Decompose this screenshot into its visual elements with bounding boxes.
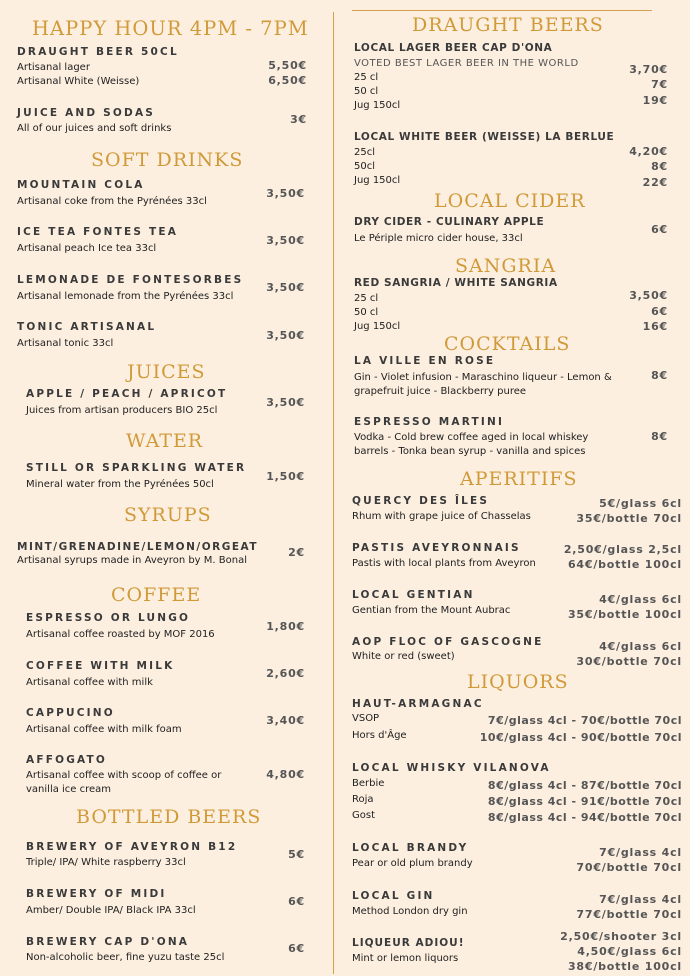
item-price: 3€ [290, 113, 307, 126]
item-price: 8€/glass 4cl - 87€/bottle 70cl [487, 779, 682, 792]
item-price: 6€ [651, 305, 668, 318]
item-name: AFFOGATO [26, 754, 108, 766]
item-price: 35€/bottle 100cl [567, 608, 682, 621]
item-price: 3,50€ [266, 396, 305, 409]
item-name-draught-beer: DRAUGHT BEER 50CL [17, 46, 179, 58]
item-name: LOCAL LAGER BEER CAP D'ONA [354, 42, 553, 54]
item-price: 6€ [288, 942, 305, 955]
item-name: STILL OR SPARKLING WATER [26, 462, 247, 474]
section-title-cocktails: COCKTAILS [444, 333, 571, 355]
item-name: LEMONADE DE FONTESORBES [17, 274, 244, 286]
item-line: 50 cl [354, 86, 379, 97]
item-desc: Rhum with grape juice of Chasselas [352, 511, 531, 522]
item-name: BREWERY CAP D'ONA [26, 936, 190, 948]
item-price: 3,50€ [266, 234, 305, 247]
item-name: LA VILLE EN ROSE [354, 355, 496, 367]
item-price: 5€ [288, 848, 305, 861]
item-price: 3,50€ [266, 187, 305, 200]
item-desc: Method London dry gin [352, 906, 468, 917]
item-price: 6€ [651, 223, 668, 236]
item-desc: Mint or lemon liquors [352, 953, 459, 964]
item-price: 3,70€ [629, 63, 668, 76]
item-name: TONIC ARTISANAL [17, 321, 157, 333]
item-line: 50cl [354, 161, 376, 172]
item-name: ICE TEA FONTES TEA [17, 226, 179, 238]
section-title-soft-drinks: SOFT DRINKS [91, 149, 244, 171]
item-desc: Pear or old plum brandy [352, 858, 473, 869]
item-price: 4€/glass 6cl [599, 593, 682, 606]
item-name: PASTIS AVEYRONNAIS [352, 542, 521, 554]
item-price: 4,50€/glass 6cl [577, 945, 682, 958]
item-line: 25 cl [354, 293, 379, 304]
item-price: 10€/glass 4cl - 90€/bottle 70cl [479, 731, 682, 744]
item-name: LIQUEUR ADIOU! [352, 937, 465, 949]
item-desc: Artisanal tonic 33cl [17, 338, 114, 349]
item-price: 8€ [651, 430, 668, 443]
item-name: LOCAL WHITE BEER (WEISSE) LA BERLUE [354, 131, 615, 143]
item-line: Gost [352, 810, 375, 821]
item-price: 77€/bottle 70cl [576, 908, 682, 921]
item-line: Roja [352, 794, 374, 805]
item-price: 70€/bottle 70cl [576, 861, 682, 874]
item-desc: Triple/ IPA/ White raspberry 33cl [26, 857, 186, 868]
item-line: Berbie [352, 778, 385, 789]
item-price: 8€/glass 4cl - 94€/bottle 70cl [487, 811, 682, 824]
item-name: LOCAL BRANDY [352, 842, 469, 854]
item-price: 7€ [651, 78, 668, 91]
item-price: 3,50€ [266, 281, 305, 294]
item-name-juice-sodas: JUICE AND SODAS [17, 107, 156, 119]
item-name: RED SANGRIA / WHITE SANGRIA [354, 277, 558, 289]
item-desc: Gentian from the Mount Aubrac [352, 605, 511, 616]
item-desc: Le Périple micro cider house, 33cl [354, 233, 523, 244]
item-desc: Pastis with local plants from Aveyron [352, 558, 536, 569]
item-price: 7€/glass 4cl - 70€/bottle 70cl [487, 714, 682, 727]
section-title-syrups: SYRUPS [124, 504, 212, 526]
item-desc: Juices from artisan producers BIO 25cl [26, 405, 218, 416]
item-price: 1,80€ [266, 620, 305, 633]
item-price: 19€ [642, 94, 668, 107]
item-desc: Mineral water from the Pyrénées 50cl [26, 479, 214, 490]
item-price: 4€/glass 6cl [599, 640, 682, 653]
item-line: 50 cl [354, 307, 379, 318]
item-price: 7€/glass 4cl [599, 893, 682, 906]
item-line: 25cl [354, 147, 376, 158]
item-line: Jug 150cl [354, 175, 401, 186]
item-price: 8€/glass 4cl - 91€/bottle 70cl [487, 795, 682, 808]
section-title-draught-beers: DRAUGHT BEERS [412, 14, 604, 36]
item-desc: Non-alcoholic beer, fine yuzu taste 25cl [26, 952, 225, 963]
item-name: BREWERY OF MIDI [26, 888, 167, 900]
item-price: 5€/glass 6cl [599, 497, 682, 510]
item-price: 3,40€ [266, 714, 305, 727]
item-price: 3,50€ [266, 329, 305, 342]
item-price: 2,60€ [266, 667, 305, 680]
section-title-sangria: SANGRIA [455, 255, 557, 277]
item-price: 16€ [642, 320, 668, 333]
item-desc: Artisanal coffee with milk foam [26, 724, 182, 735]
item-line: Artisanal lager [17, 62, 90, 73]
item-desc: Artisanal coke from the Pyrénées 33cl [17, 196, 207, 207]
item-price: 22€ [642, 176, 668, 189]
item-line: Jug 150cl [354, 100, 401, 111]
item-name: MINT/GRENADINE/LEMON/ORGEAT [17, 541, 258, 553]
item-desc: Artisanal syrups made in Aveyron by M. Bonal [17, 555, 247, 566]
item-name: ESPRESSO MARTINI [354, 416, 505, 428]
item-name: APPLE / PEACH / APRICOT [26, 388, 228, 400]
item-name: LOCAL GIN [352, 890, 435, 902]
item-name: LOCAL WHISKY VILANOVA [352, 762, 551, 774]
item-name: CAPPUCINO [26, 707, 115, 719]
column-divider [333, 12, 334, 974]
section-title-bottled-beers: BOTTLED BEERS [76, 806, 262, 828]
item-desc: Artisanal coffee with scoop of coffee or vanilla ice cream [26, 770, 222, 795]
item-price: 7€/glass 4cl [599, 846, 682, 859]
item-name: MOUNTAIN COLA [17, 179, 145, 191]
item-name: COFFEE WITH MILK [26, 660, 175, 672]
item-desc: Artisanal coffee roasted by MOF 2016 [26, 629, 215, 640]
item-desc: Artisanal peach Ice tea 33cl [17, 243, 157, 254]
item-price: 4,20€ [629, 145, 668, 158]
item-line: VSOP [352, 713, 380, 724]
item-desc: Gin - Violet infusion - Maraschino liqueur - Lemon & grapefruit juice - Blackberry puree [354, 372, 612, 397]
item-name: AOP FLOC OF GASCOGNE [352, 636, 544, 648]
item-price: 1,50€ [266, 470, 305, 483]
item-desc: White or red (sweet) [352, 651, 455, 662]
item-price: 4,80€ [266, 768, 305, 781]
section-title-happy-hour: HAPPY HOUR 4PM - 7PM [32, 17, 309, 40]
item-price: 35€/bottle 70cl [576, 512, 682, 525]
item-price: 64€/bottle 100cl [567, 558, 682, 571]
item-name: DRY CIDER - CULINARY APPLE [354, 216, 545, 228]
item-desc: Vodka - Cold brew coffee aged in local whiskey barrels - Tonka bean syrup - vanilla and spices [354, 432, 589, 457]
item-desc: All of our juices and soft drinks [17, 123, 172, 134]
item-note: VOTED BEST LAGER BEER IN THE WORLD [354, 58, 579, 69]
item-price: 6,50€ [268, 74, 307, 87]
item-name: LOCAL GENTIAN [352, 589, 475, 601]
item-price: 3,50€ [629, 289, 668, 302]
item-line: Hors d'Âge [352, 730, 407, 741]
item-price: 2,50€/shooter 3cl [560, 930, 682, 943]
item-line: Artisanal White (Weisse) [17, 76, 140, 87]
item-line: Jug 150cl [354, 321, 401, 332]
section-title-juices: JUICES [127, 361, 206, 383]
item-line: 25 cl [354, 72, 379, 83]
item-desc: Artisanal coffee with milk [26, 677, 153, 688]
item-desc: Artisanal lemonade from the Pyrénées 33cl [17, 291, 234, 302]
item-price: 5,50€ [268, 59, 307, 72]
item-name: ESPRESSO OR LUNGO [26, 612, 191, 624]
item-price: 30€/bottle 70cl [576, 655, 682, 668]
item-price: 8€ [651, 369, 668, 382]
item-name: QUERCY DES ÎLES [352, 495, 490, 507]
item-price: 38€/bottle 100cl [567, 960, 682, 973]
top-rule [352, 10, 652, 11]
item-price: 6€ [288, 895, 305, 908]
item-desc: Amber/ Double IPA/ Black IPA 33cl [26, 905, 196, 916]
item-price: 2,50€/glass 2,5cl [563, 543, 682, 556]
section-title-local-cider: LOCAL CIDER [434, 190, 586, 212]
item-name: BREWERY OF AVEYRON B12 [26, 841, 238, 853]
item-price: 8€ [651, 160, 668, 173]
section-title-aperitifs: APERITIFS [460, 468, 578, 490]
section-title-water: WATER [126, 430, 204, 452]
section-title-liquors: LIQUORS [467, 671, 569, 693]
item-name: HAUT-ARMAGNAC [352, 698, 484, 710]
section-title-coffee: COFFEE [111, 584, 202, 606]
item-price: 2€ [288, 546, 305, 559]
